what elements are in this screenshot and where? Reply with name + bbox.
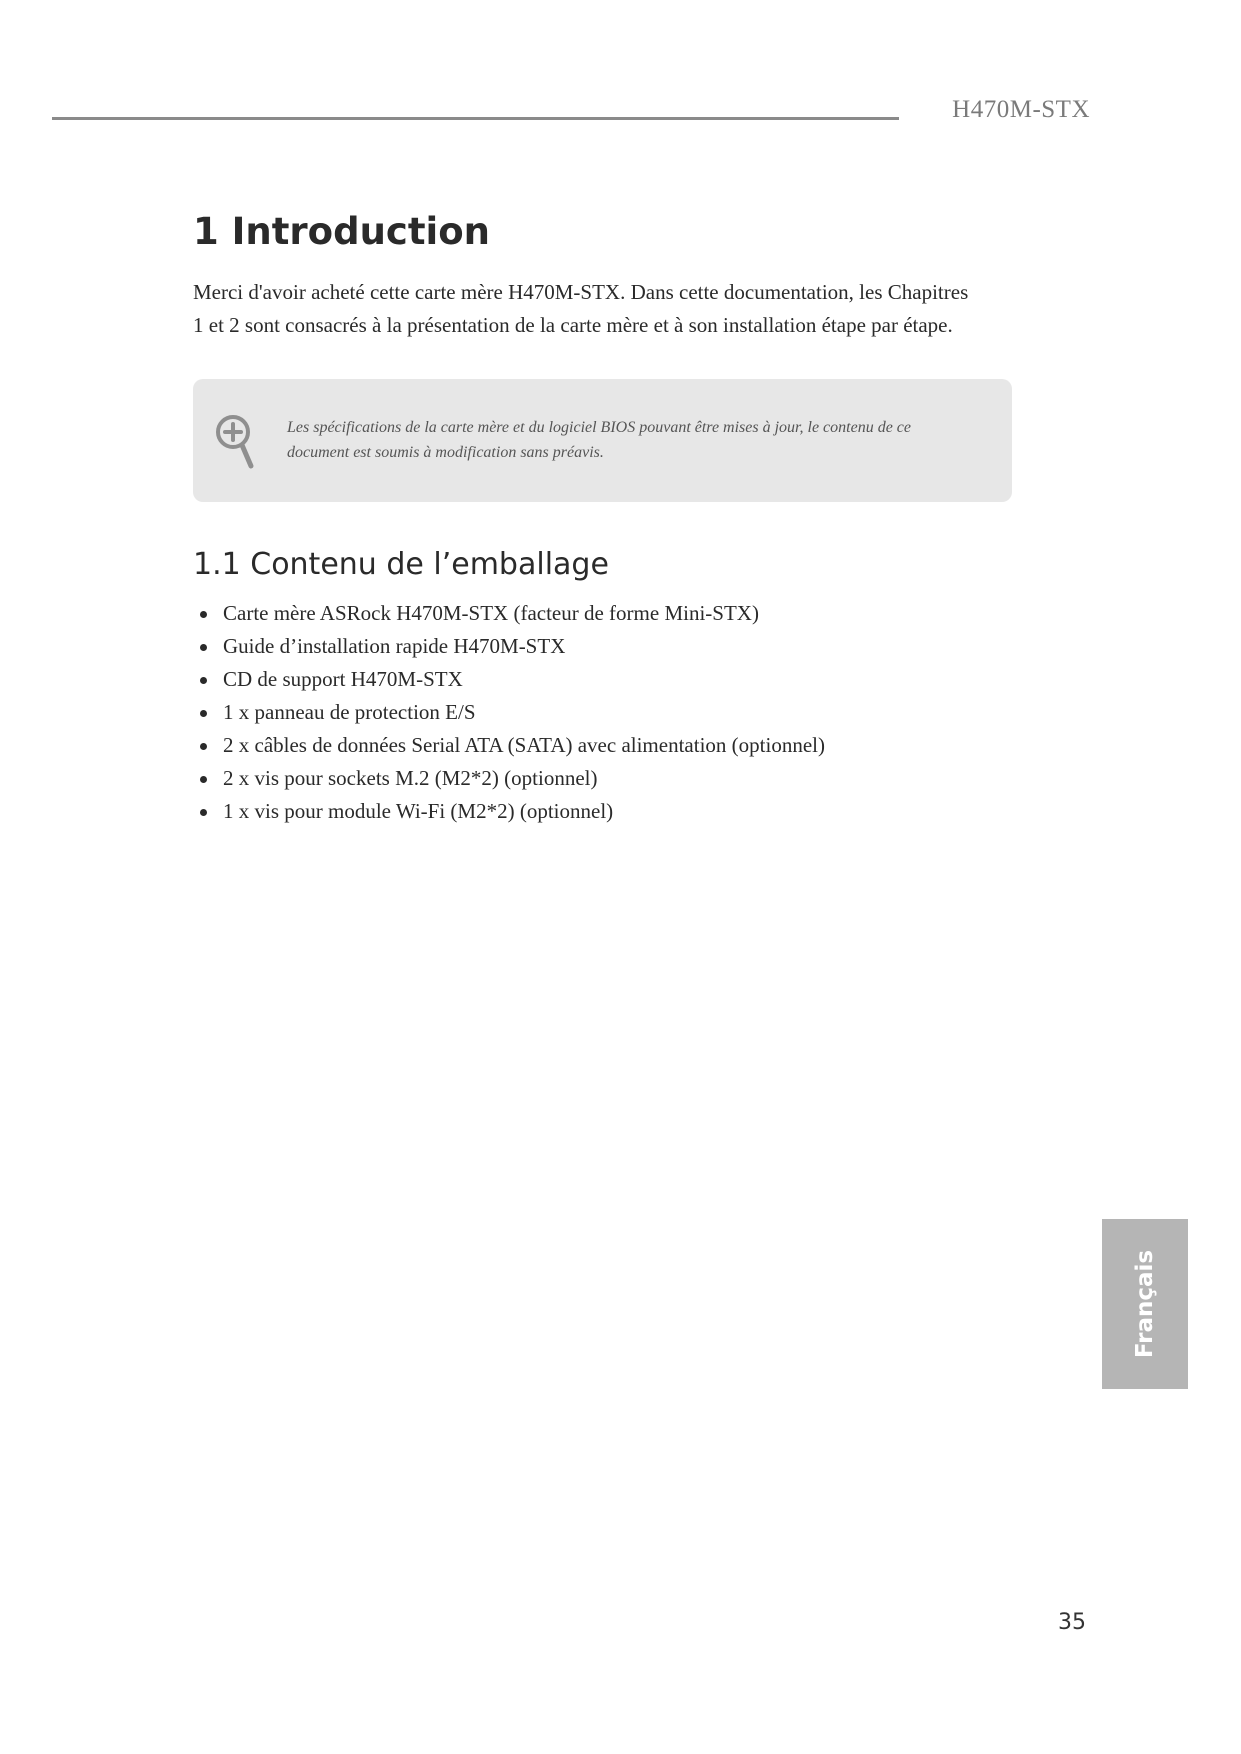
list-item: Guide d’installation rapide H470M-STX bbox=[193, 630, 825, 663]
list-item: Carte mère ASRock H470M-STX (facteur de forme Mini-STX) bbox=[193, 597, 825, 630]
chapter-title: 1 Introduction bbox=[193, 210, 490, 253]
note-text bbox=[287, 415, 987, 465]
page-number: 35 bbox=[1058, 1610, 1086, 1635]
language-side-tab bbox=[1102, 1219, 1188, 1389]
section-title: 1.1 Contenu de l’emballage bbox=[193, 547, 609, 582]
intro-line: 1 et 2 sont consacrés à la présentation de la carte mère et à son installation étape par étape. bbox=[193, 313, 953, 337]
list-item: CD de support H470M-STX bbox=[193, 663, 825, 696]
intro-line: Merci d'avoir acheté cette carte mère H470M-STX. Dans cette documentation, les Chapitres bbox=[193, 280, 969, 304]
note-line: Les spécifications de la carte mère et du logiciel BIOS pouvant être mises à jour, le contenu de ce bbox=[287, 419, 911, 436]
list-item: 2 x vis pour sockets M.2 (M2*2) (optionnel) bbox=[193, 762, 825, 795]
intro-paragraph bbox=[193, 276, 1023, 342]
list-item: 1 x panneau de protection E/S bbox=[193, 696, 825, 729]
header-rule bbox=[52, 117, 899, 120]
list-item: 1 x vis pour module Wi-Fi (M2*2) (optionnel) bbox=[193, 795, 825, 828]
header-model-name: H470M-STX bbox=[952, 96, 1090, 123]
package-contents-list bbox=[193, 597, 825, 828]
list-item: 2 x câbles de données Serial ATA (SATA) avec alimentation (optionnel) bbox=[193, 729, 825, 762]
note-box bbox=[193, 379, 1012, 502]
note-line: document est soumis à modification sans préavis. bbox=[287, 444, 604, 461]
language-tab-label: Français bbox=[1132, 1249, 1158, 1359]
magnifier-plus-icon bbox=[213, 412, 259, 472]
